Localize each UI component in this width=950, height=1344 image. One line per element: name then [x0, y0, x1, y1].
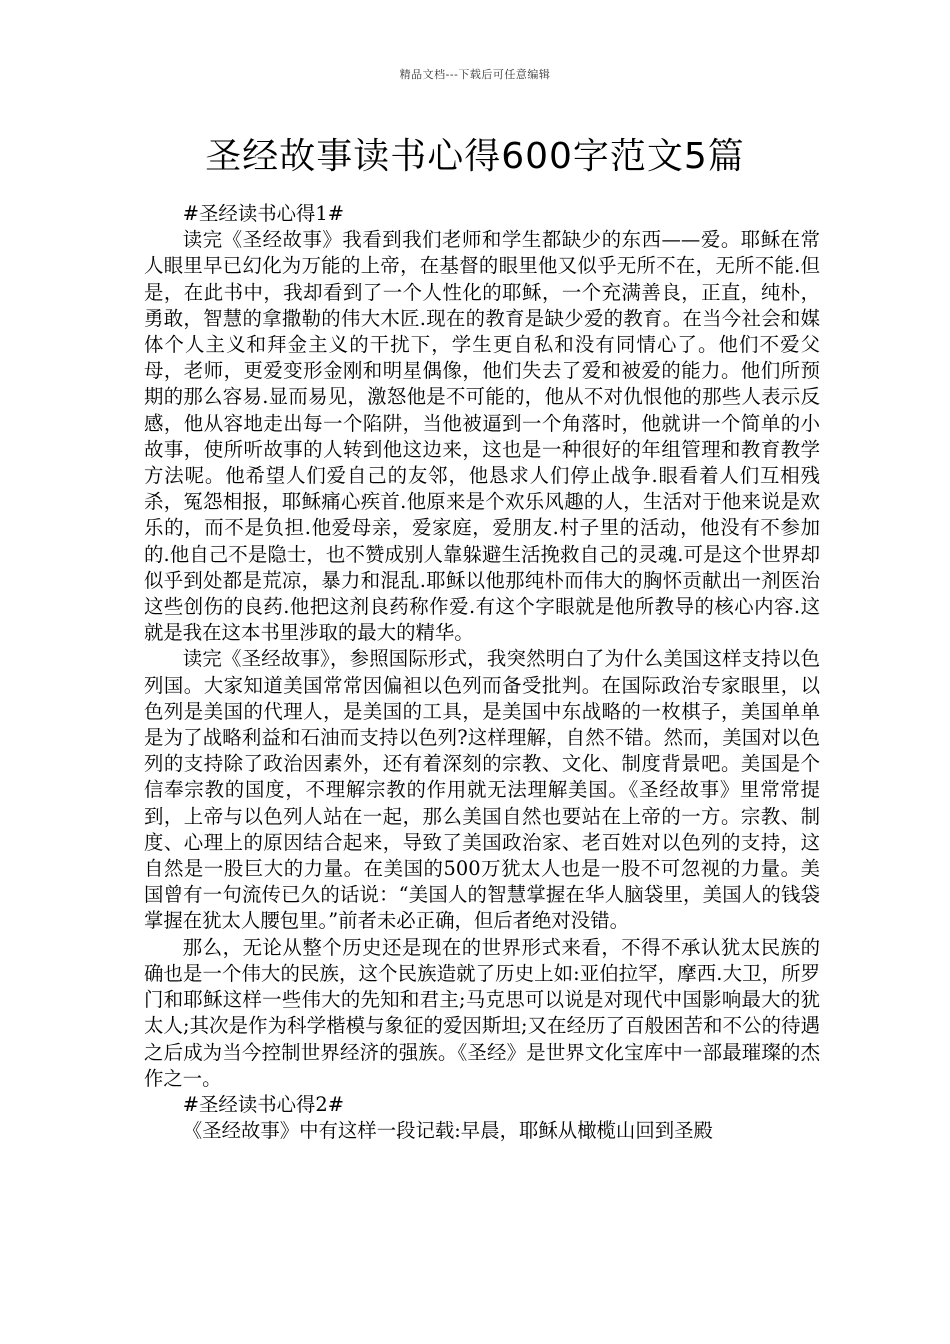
paragraph: 那么，无论从整个历史还是现在的世界形式来看，不得不承认犹太民族的确也是一个伟大的民族，这个民族造就了历史上如:亚伯拉罕，摩西.大卫，所罗门和耶稣这样一些伟大的先知和君主;马克思可以说是对现代中国影响最大的犹太人;其次是作为科学楷模与象征的爱因斯坦;又在经历了百般困苦和不公的待遇之后成为当今控制世界经济的强族。《圣经》是世界文化宝库中一部最璀璨的杰作之一。	[144, 935, 820, 1090]
document-body	[144, 201, 820, 1144]
header-note: 精品文档---下载后可任意编辑	[399, 68, 551, 81]
section-heading-2: #圣经读书心得2#	[182, 1092, 344, 1116]
document-title: 圣经故事读书心得600字范文5篇	[205, 136, 745, 177]
paragraph: 《圣经故事》中有这样一段记载:早晨，耶稣从橄榄山回到圣殿	[182, 1119, 713, 1143]
section-heading-1: #圣经读书心得1#	[182, 202, 344, 225]
paragraph: 读完《圣经故事》我看到我们老师和学生都缺少的东西——爱。耶稣在常人眼里早已幻化为万能的上帝，在基督的眼里他又似乎无所不在，无所不能.但是，在此书中，我却看到了一个人性化的耶稣，一个充满善良，正直，纯朴，勇敢，智慧的拿撒勒的伟大木匠.现在的教育是缺少爱的教育。在当今社会和媒体个人主义和拜金主义的干扰下，学生更自私和没有同情心了。他们不爱父母，老师，更爱变形金刚和明星偶像，他们失去了爱和被爱的能力。他们所预期的那么容易.显而易见，激怒他是不可能的，他从不对仇恨他的那些人表示反感，他从容地走出每一个陷阱，当他被逼到一个角落时，他就讲一个简单的小故事，使所听故事的人转到他这边来，这也是一种很好的年组管理和教育教学方法呢。他希望人们爱自己的友邻，他恳求人们停止战争.眼看着人们互相残杀，冤怨相报，耶稣痛心疾首.他原来是个欢乐风趣的人，生活对于他来说是欢乐的，而不是负担.他爱母亲，爱家庭，爱朋友.村子里的活动，他没有不参加的.他自己不是隐士，也不赞成别人靠躲避生活挽救自己的灵魂.可是这个世界却似乎到处都是荒凉，暴力和混乱.耶稣以他那纯朴而伟大的胸怀贡献出一剂医治这些创伤的良药.他把这剂良药称作爱.有这个字眼就是他所教导的核心内容.这就是我在这本书里涉取的最大的精华。	[144, 228, 820, 645]
paragraph: 读完《圣经故事》，参照国际形式，我突然明白了为什么美国这样支持以色列国。大家知道美国常常因偏袒以色列而备受批判。在国际政治专家眼里，以色列是美国的代理人，是美国的工具，是美国中东战略的一枚棋子，美国单单是为了战略利益和石油而支持以色列?这样理解，自然不错。然而，美国对以色列的支持除了政治因素外，还有着深刻的宗教、文化、制度背景吧。美国是个信奉宗教的国度，不理解宗教的作用就无法理解美国。《圣经故事》里常常提到，上帝与以色列人站在一起，那么美国自然也要站在上帝的一方。宗教、制度、心理上的原因结合起来，导致了美国政治家、老百姓对以色列的支持，这自然是一股巨大的力量。在美国的500万犹太人也是一股不可忽视的力量。美国曾有一句流传已久的话说：“美国人的智慧掌握在华人脑袋里，美国人的钱袋掌握在犹太人腰包里。”前者未必正确，但后者绝对没错。	[144, 647, 820, 933]
